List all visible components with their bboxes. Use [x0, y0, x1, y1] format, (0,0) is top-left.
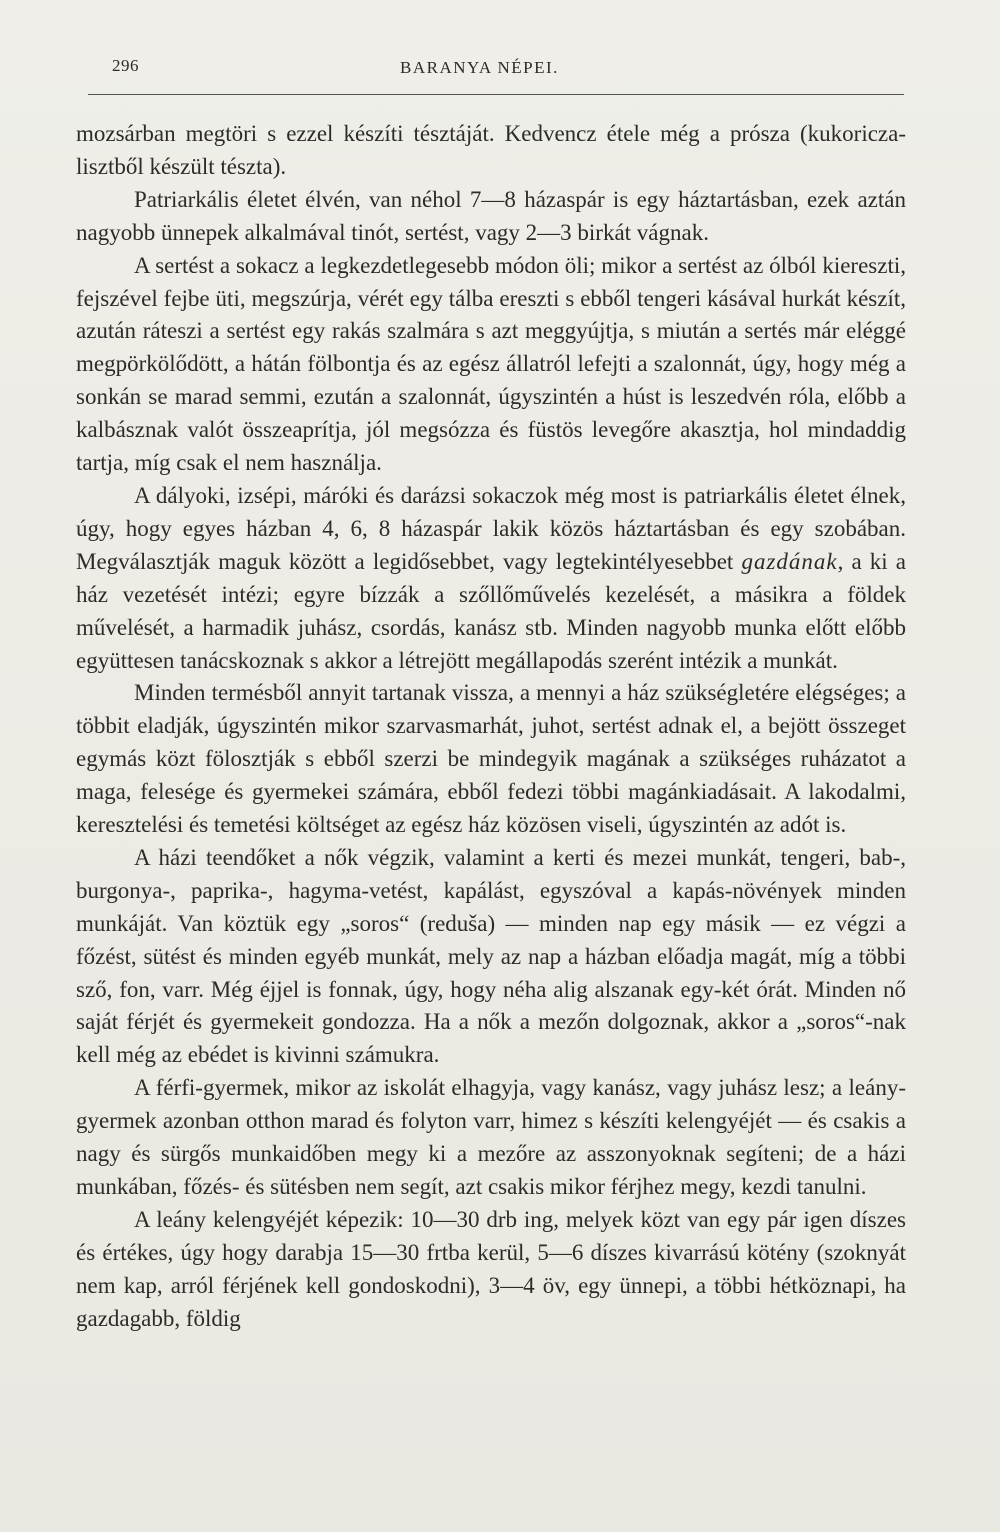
- paragraph: Patriarkális életet élvén, van néhol 7—8 házaspár is egy háztartásban, ezek aztán nagyobb ünnepek alkalmával tinót, sertést, vagy 2—3 birkát vágnak.: [76, 186, 906, 245]
- emphasized-term: gazdának: [741, 548, 838, 574]
- paragraph-text: A dályoki, izsépi, máróki és darázsi sokaczok még most is patriarkális életet élnek, úgy, hogy egyes házban 4, 6, 8 házaspár lakik közös háztartásban és egy szobában. Megválasztják maguk között a legidősebbet, vagy legtekintélyesebbet: [76, 482, 906, 574]
- paragraph: [76, 480, 906, 677]
- running-title: BARANYA NÉPEI.: [400, 58, 559, 77]
- paragraph-text: , a ki a ház vezetését intézi; egyre bízzák a szőllőművelés kezelését, a másikra a földek művelését, a harmadik juhász, csordás, kanász stb. Minden nagyobb munka előtt előbb együttesen tanácskoznak s akkor a létrejött megállapodás szerént intézik a munkát.: [76, 548, 906, 673]
- body-text: [76, 118, 906, 1336]
- paragraph: A leány kelengyéjét képezik: 10—30 drb ing, melyek közt van egy pár igen díszes és értékes, úgy hogy darabja 15—30 frtba kerül, 5—6 díszes kivarrású kötény (szoknyát nem kap, arról férjének kell gondoskodni), 3—4 öv, egy ünnepi, a többi hétköznapi, ha gazdagabb, földig: [76, 1206, 906, 1331]
- running-head: [80, 56, 900, 86]
- paragraph: A sertést a sokacz a legkezdetlegesebb módon öli; mikor a sertést az ólból kiereszti, fejszével fejbe üti, megszúrja, vérét egy tálba ereszti s ebből tengeri kásával hurkát készít, azután ráteszi a sertést egy rakás szalmára s azt meggyújtja, s miután a sertés már eléggé megpörkölődött, a hátán fölbontja és az egész állatról lefejti a szalonnát, úgy, hogy még a sonkán se marad semmi, ezután a szalonnát, úgyszintén a húst is leszedvén róla, előbb a kalbásznak valót összeaprítja, jól megsózza és füstös levegőre akasztja, hol mindaddig tartja, míg csak el nem használja.: [76, 252, 906, 476]
- paragraph-continued: mozsárban megtöri s ezzel készíti tésztáját. Kedvencz étele még a prósza (kukoricza-lisztből készült tészta).: [76, 121, 906, 179]
- paragraph: A férfi-gyermek, mikor az iskolát elhagyja, vagy kanász, vagy juhász lesz; a leány-gyermek azonban otthon marad és folyton varr, himez s készíti kelengyéjét — és csakis a nagy és sürgős munkaidőben megy ki a mezőre az asszonyoknak segíteni; de a házi munkában, főzés- és sütésben nem segít, azt csakis mikor férjhez megy, kezdi tanulni.: [76, 1075, 906, 1199]
- paragraph: Minden termésből annyit tartanak vissza, a mennyi a ház szükségletére elégséges; a többit eladják, úgyszintén mikor szarvasmarhát, juhot, sertést adnak el, a bejött összeget egymás közt fölosztják s ebből szerzi be mindegyik magának a szükséges ruházatot a maga, felesége és gyermekei számára, ebből fedezi többi magánkiadásait. A lakodalmi, keresztelési és temetési költséget az egész ház közösen viseli, úgyszintén az adót is.: [76, 680, 906, 838]
- paragraph: A házi teendőket a nők végzik, valamint a kerti és mezei munkát, tengeri, bab-, burgonya-, paprika-, hagyma-vetést, kapálást, egyszóval a kapás-növények minden munkáját. Van köztük egy „soros“ (reduša) — minden nap egy másik — ez végzi a főzést, sütést és minden egyéb munkát, mely az nap a házban előadja magát, míg a többi sző, fon, varr. Még éjjel is fonnak, úgy, hogy néha alig alszanak egy-két órát. Minden nő saját férjét és gyermekeit gondozza. Ha a nők a mezőn dolgoznak, akkor a „soros“-nak kell még az ebédet is kivinni számukra.: [76, 844, 906, 1068]
- page-number: 296: [112, 56, 139, 75]
- header-rule: [88, 94, 904, 95]
